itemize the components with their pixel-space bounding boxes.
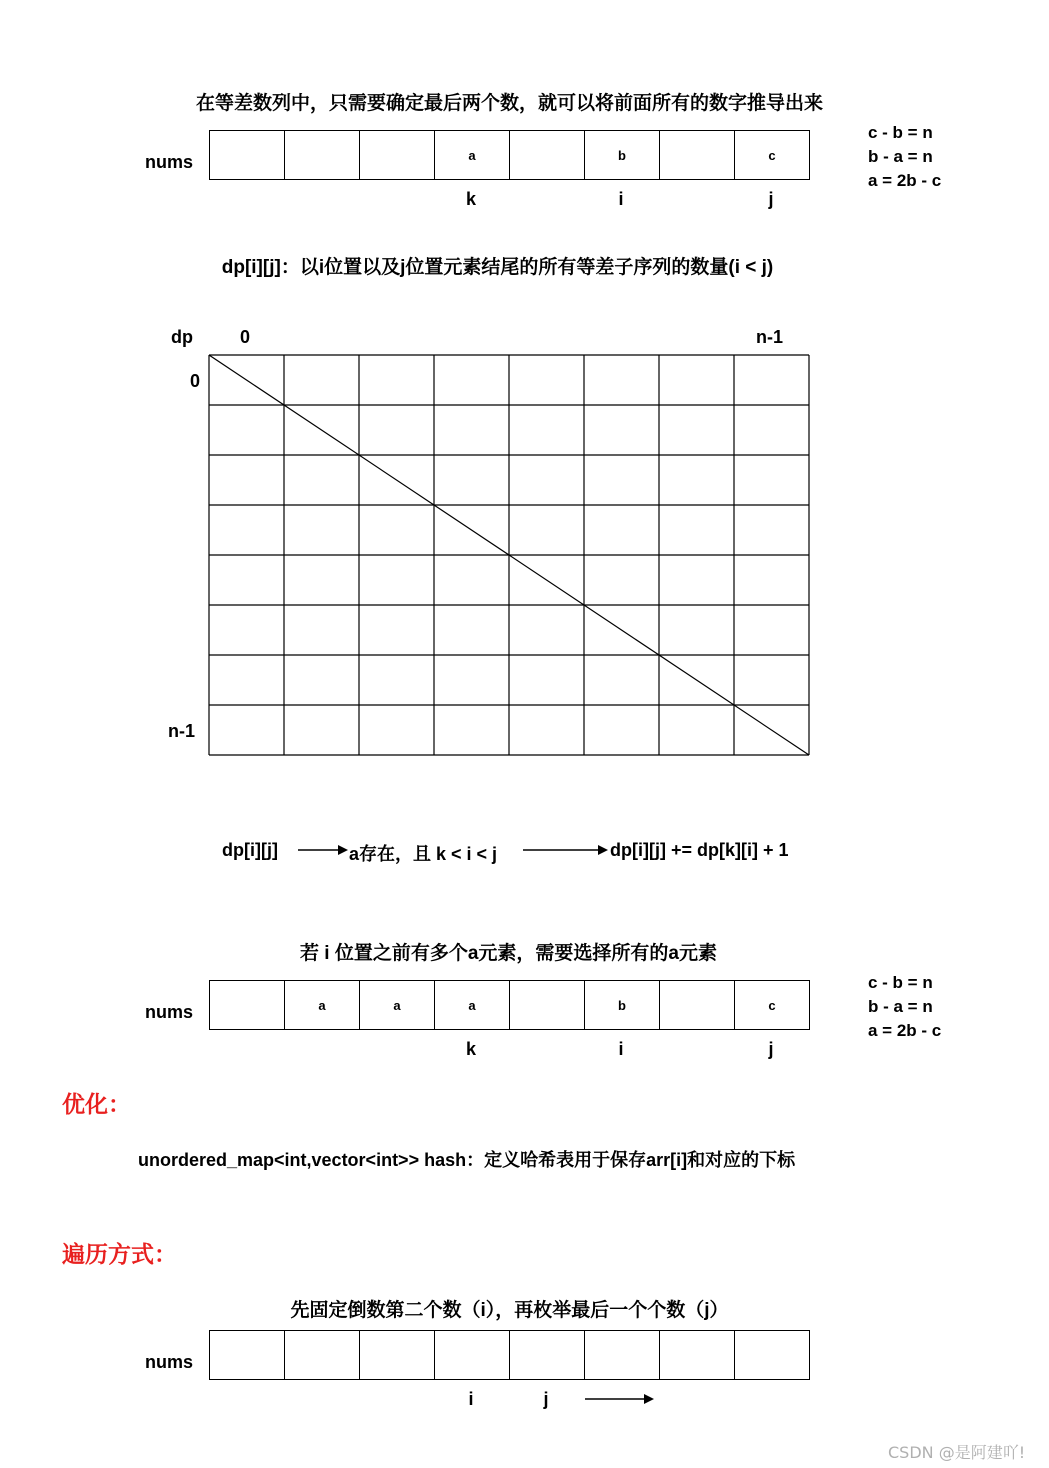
- index-k: k: [465, 1039, 476, 1059]
- traverse-heading: 遍历方式：: [62, 1241, 177, 1267]
- array-cell: c: [735, 130, 810, 180]
- equation: c - b = n: [868, 123, 933, 142]
- arrow-2: [523, 845, 608, 855]
- nums-label: nums: [145, 1002, 194, 1022]
- section1-title: 在等差数列中，只需要确定最后两个数，就可以将前面所有的数字推导出来: [195, 93, 823, 114]
- dp-row-end: n-1: [168, 721, 195, 741]
- index-j: j: [768, 1039, 774, 1059]
- arrow-1: [298, 845, 348, 855]
- array-cell: a: [285, 980, 360, 1030]
- nums-array: [209, 980, 810, 1030]
- array-cell: [510, 1330, 585, 1380]
- equation: a = 2b - c: [868, 1021, 942, 1040]
- index-k: k: [465, 189, 476, 209]
- optimize-heading: 优化：: [62, 1091, 131, 1117]
- optimize-text: unordered_map<int,vector<int>> hash：定义哈希表用于保存arr[i]和对应的下标: [138, 1150, 796, 1170]
- index-j: j: [543, 1389, 549, 1409]
- equation: a = 2b - c: [868, 171, 942, 190]
- index-i: i: [618, 189, 624, 209]
- equation: b - a = n: [868, 147, 933, 166]
- index-i: i: [468, 1389, 474, 1409]
- dp-col-end: n-1: [756, 327, 783, 347]
- index-j: j: [768, 189, 774, 209]
- formula-middle: a存在，且 k < i < j: [349, 844, 498, 864]
- equations: [868, 971, 941, 1043]
- array-cell: a: [360, 980, 435, 1030]
- array-cell: [660, 1330, 735, 1380]
- dp-row-start: 0: [190, 371, 201, 391]
- array-cell: a: [435, 980, 510, 1030]
- arrow-j-direction: [585, 1394, 654, 1404]
- index-i: i: [618, 1039, 624, 1059]
- formula-left: dp[i][j]: [222, 840, 278, 860]
- array-cell: b: [585, 130, 660, 180]
- array-cell: [360, 1330, 435, 1380]
- array-cell: [735, 1330, 810, 1380]
- array-cell: [285, 1330, 360, 1380]
- array-cell: [585, 1330, 660, 1380]
- array-cell: [210, 980, 285, 1030]
- array-cell: [510, 980, 585, 1030]
- traverse-title: 先固定倒数第二个数（i），再枚举最后一个个数（j）: [290, 1300, 729, 1321]
- array-cell: [435, 1330, 510, 1380]
- section2-title: dp[i][j]：以i位置以及j位置元素结尾的所有等差子序列的数量(i < j): [221, 257, 774, 278]
- nums-label: nums: [145, 1352, 194, 1372]
- array-cell: [660, 980, 735, 1030]
- nums-label: nums: [145, 152, 194, 172]
- array-cell: c: [735, 980, 810, 1030]
- section4-title: 若 i 位置之前有多个a元素，需要选择所有的a元素: [300, 943, 717, 964]
- array-cell: b: [585, 980, 660, 1030]
- array-cell: [210, 1330, 285, 1380]
- equation: b - a = n: [868, 997, 933, 1016]
- array-cell: a: [435, 130, 510, 180]
- formula-right: dp[i][j] += dp[k][i] + 1: [610, 840, 789, 860]
- dp-col-start: 0: [240, 327, 251, 347]
- dp-label: dp: [171, 327, 193, 347]
- equation: c - b = n: [868, 973, 933, 992]
- watermark: CSDN @是阿建吖!: [888, 1443, 1026, 1462]
- nums-array: [209, 1330, 810, 1380]
